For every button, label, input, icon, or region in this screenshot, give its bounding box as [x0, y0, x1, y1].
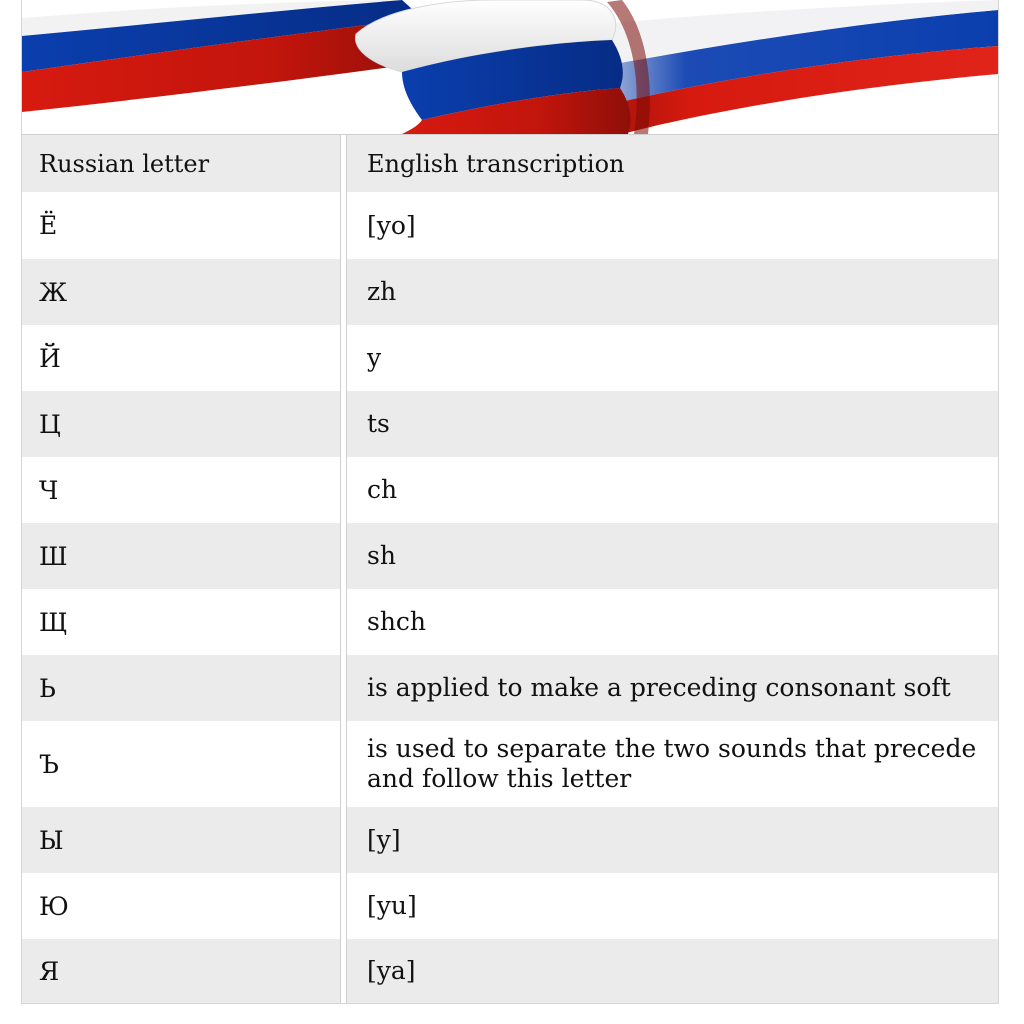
transcription-cell: [ya] — [367, 956, 416, 985]
table-row — [22, 523, 998, 589]
column-divider — [340, 721, 347, 807]
letter-cell: Ы — [39, 825, 64, 855]
column-divider — [340, 807, 347, 873]
letter-cell: Ю — [39, 891, 69, 921]
column-divider — [340, 655, 347, 721]
header-english-transcription: English transcription — [367, 149, 625, 178]
letter-cell: Ц — [39, 409, 61, 439]
transcription-table — [21, 134, 999, 1004]
column-divider — [340, 939, 347, 1003]
transcription-cell: is used to separate the two sounds that precede and follow this letter — [367, 734, 977, 793]
letter-cell: Ё — [39, 211, 58, 240]
flag-banner — [21, 0, 999, 134]
transcription-cell: zh — [367, 277, 397, 306]
table-row — [22, 259, 998, 325]
table-row — [22, 873, 998, 939]
column-divider — [340, 192, 347, 259]
transcription-cell: ts — [367, 409, 390, 438]
table-row — [22, 457, 998, 523]
column-divider — [340, 391, 347, 457]
header-russian-letter: Russian letter — [39, 149, 210, 178]
letter-cell: Ш — [39, 541, 68, 571]
transcription-cell: shch — [367, 607, 427, 636]
table-row — [22, 655, 998, 721]
column-divider — [340, 457, 347, 523]
table-row — [22, 589, 998, 655]
column-divider — [340, 589, 347, 655]
column-divider — [340, 135, 347, 192]
letter-cell: Ъ — [39, 749, 59, 779]
transcription-cell: [y] — [367, 825, 401, 854]
column-divider — [340, 873, 347, 939]
table-row — [22, 391, 998, 457]
table-header-row — [22, 135, 998, 192]
transcription-cell: ch — [367, 475, 398, 504]
transcription-cell: [yo] — [367, 210, 416, 240]
transcription-cell: is applied to make a preceding consonant soft — [367, 673, 951, 702]
transcription-cell: y — [367, 343, 382, 372]
letter-cell: Я — [39, 956, 60, 986]
table-row — [22, 939, 998, 1003]
transcription-cell: sh — [367, 541, 396, 570]
letter-cell: Щ — [39, 607, 68, 637]
transcription-cell: [yu] — [367, 891, 417, 920]
letter-cell: Ж — [39, 277, 68, 307]
table-row — [22, 807, 998, 873]
russian-flag-ribbon-icon — [22, 0, 998, 134]
letter-cell: Ь — [39, 673, 56, 703]
column-divider — [340, 325, 347, 391]
column-divider — [340, 523, 347, 589]
table-row — [22, 325, 998, 391]
table-row — [22, 192, 998, 259]
table-row — [22, 721, 998, 807]
column-divider — [340, 259, 347, 325]
letter-cell: Ч — [39, 475, 59, 505]
letter-cell: Й — [39, 343, 61, 373]
